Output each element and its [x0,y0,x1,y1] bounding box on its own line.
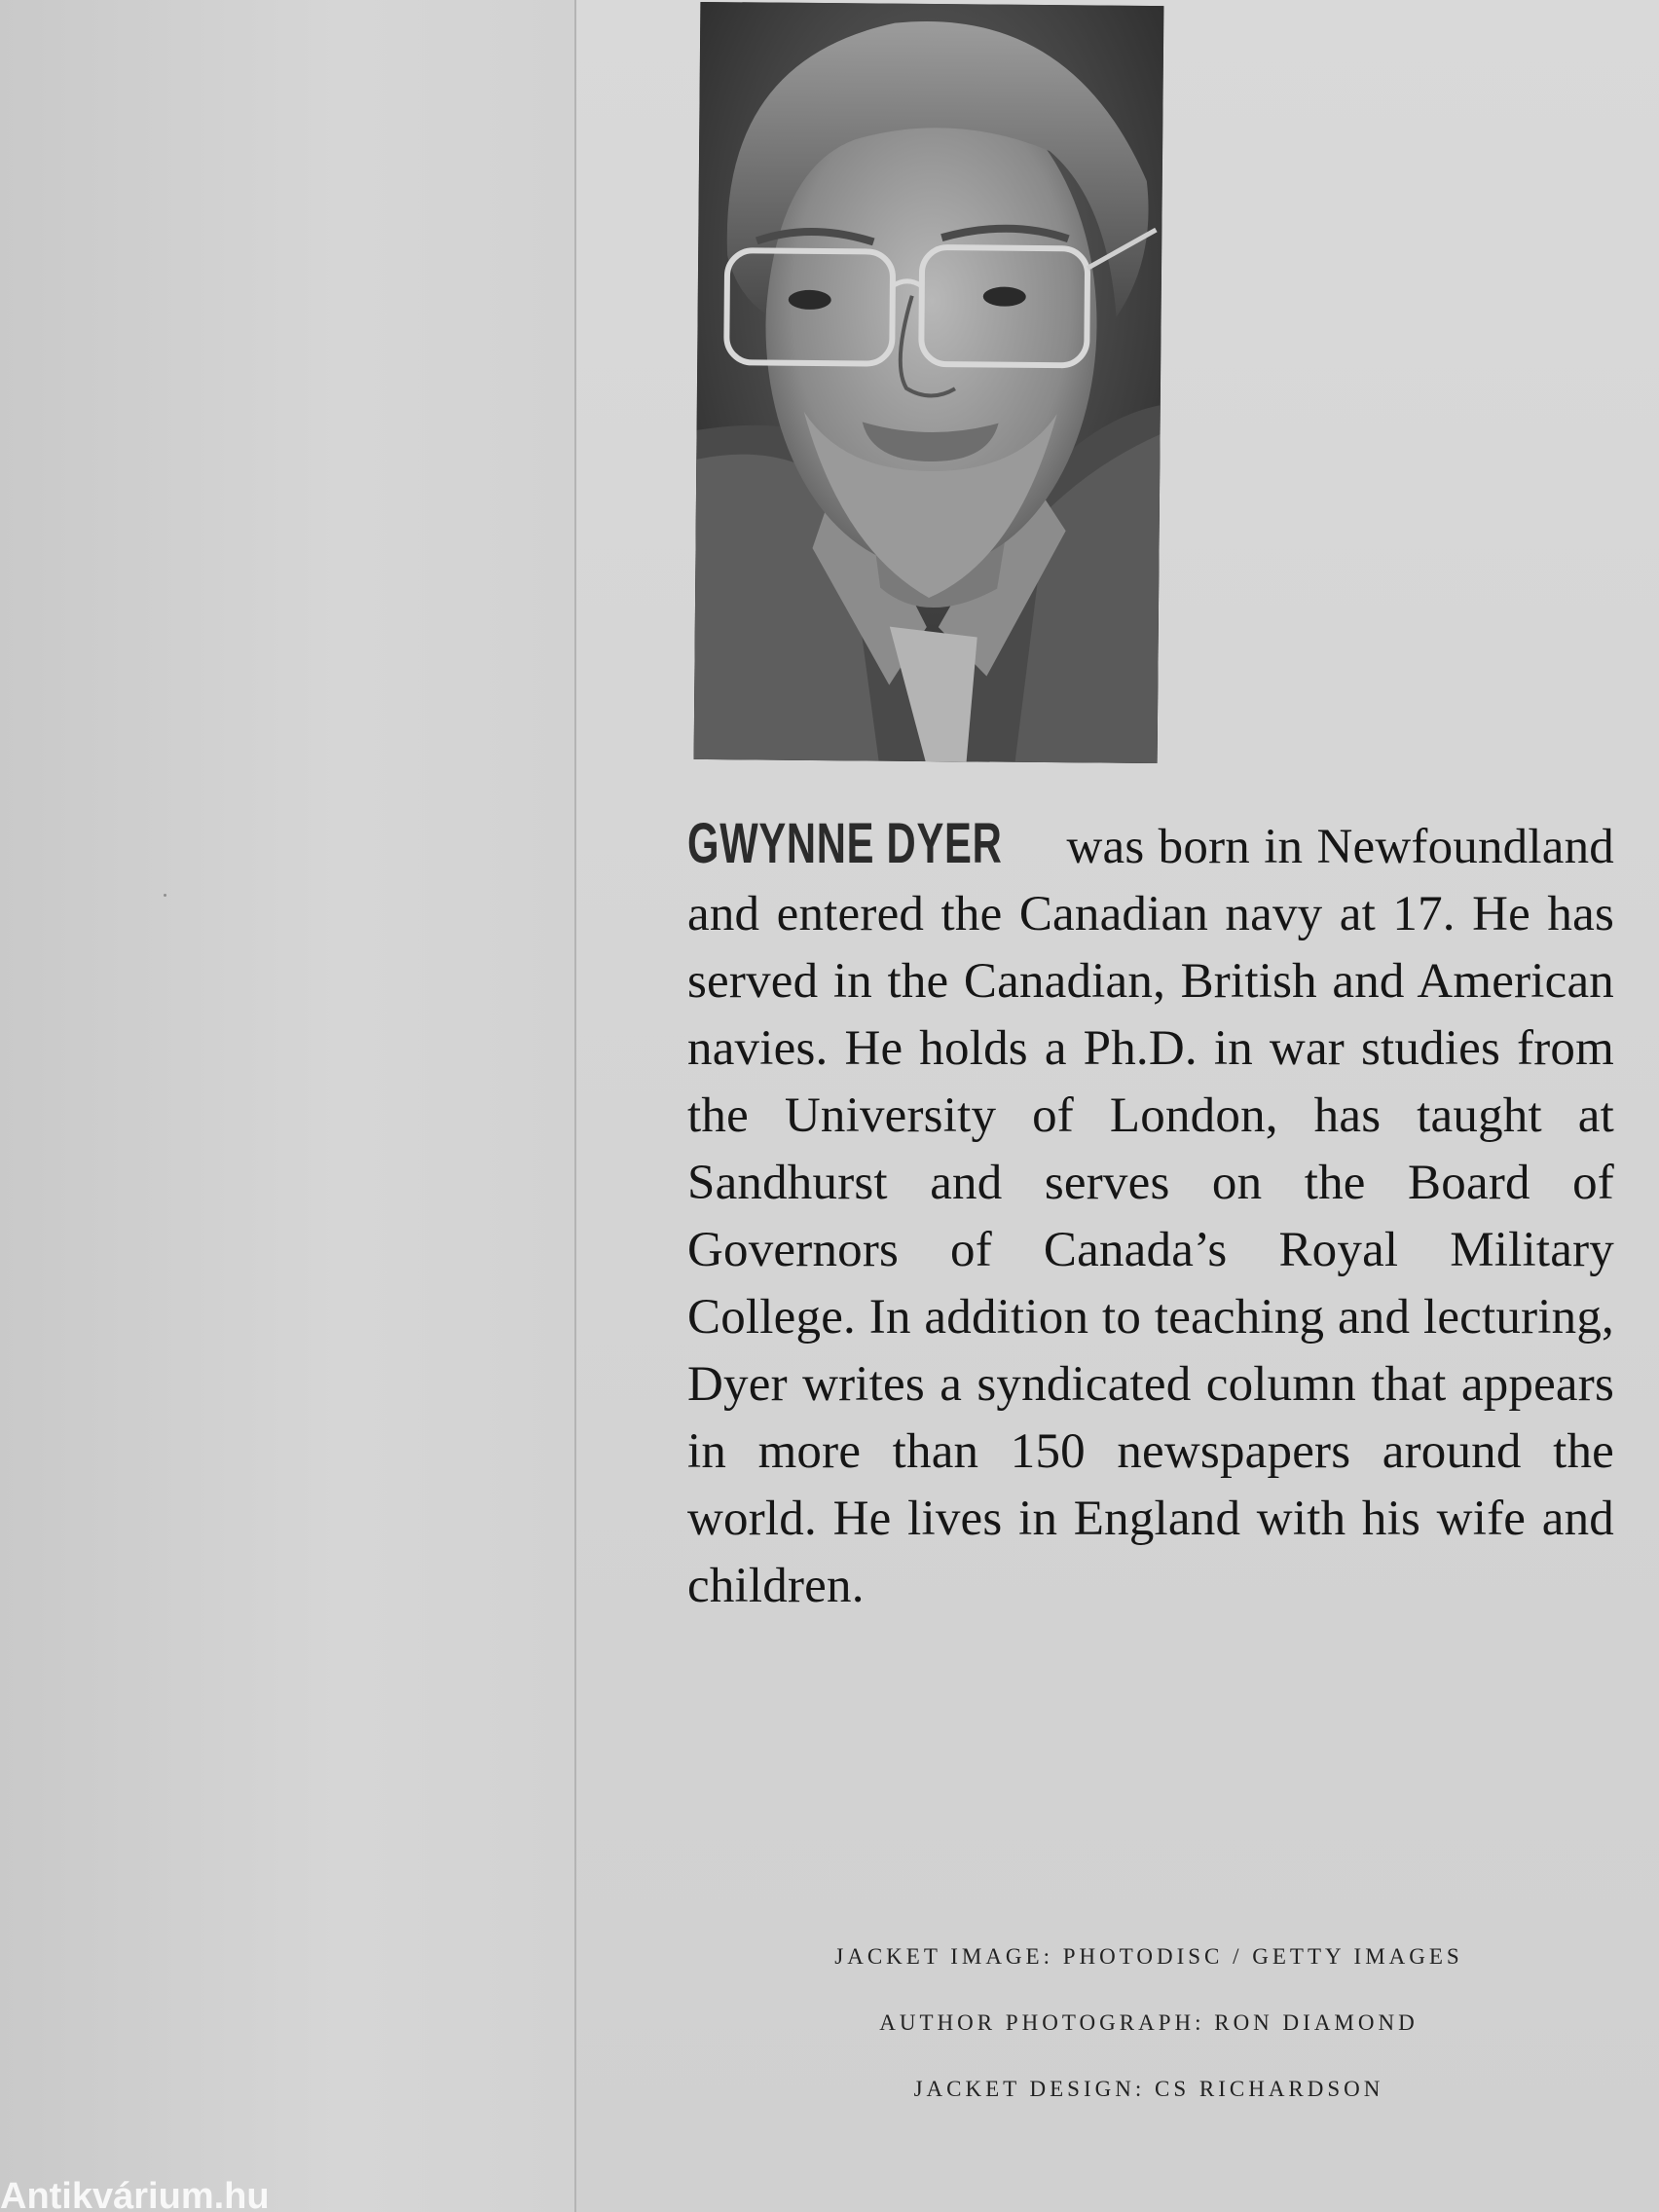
credit-jacket-design: JACKET DESIGN: CS RICHARDSON [913,2077,1384,2101]
author-photograph [694,2,1164,763]
credit-jacket-image: JACKET IMAGE: PHOTODISC / GETTY IMAGES [834,1944,1463,1969]
credit-author-photograph: AUTHOR PHOTOGRAPH: RON DIAMOND [879,2010,1419,2035]
jacket-credits [769,1932,1529,2130]
author-portrait-image [694,2,1164,763]
left-page [0,0,576,2212]
author-bio [687,810,1614,1620]
author-name: GWYNNE DYER [687,812,1003,875]
watermark: Antikvárium.hu [0,2181,270,2212]
author-bio-text: was born in Newfoundland and entered the Canadian navy at 17. He has served in the Canadian, British and American navies. He holds a Ph.D. in war studies from the University of London, has taught at Sandhurst and serves on the Board of Governors of Canada’s Royal Military College. In addition to teaching and lecturing, Dyer writes a syndicated column that appears in more than 150 newspapers around the world. He lives in England with his wife and children. [687,820,1614,1613]
paper-speck [164,894,166,897]
